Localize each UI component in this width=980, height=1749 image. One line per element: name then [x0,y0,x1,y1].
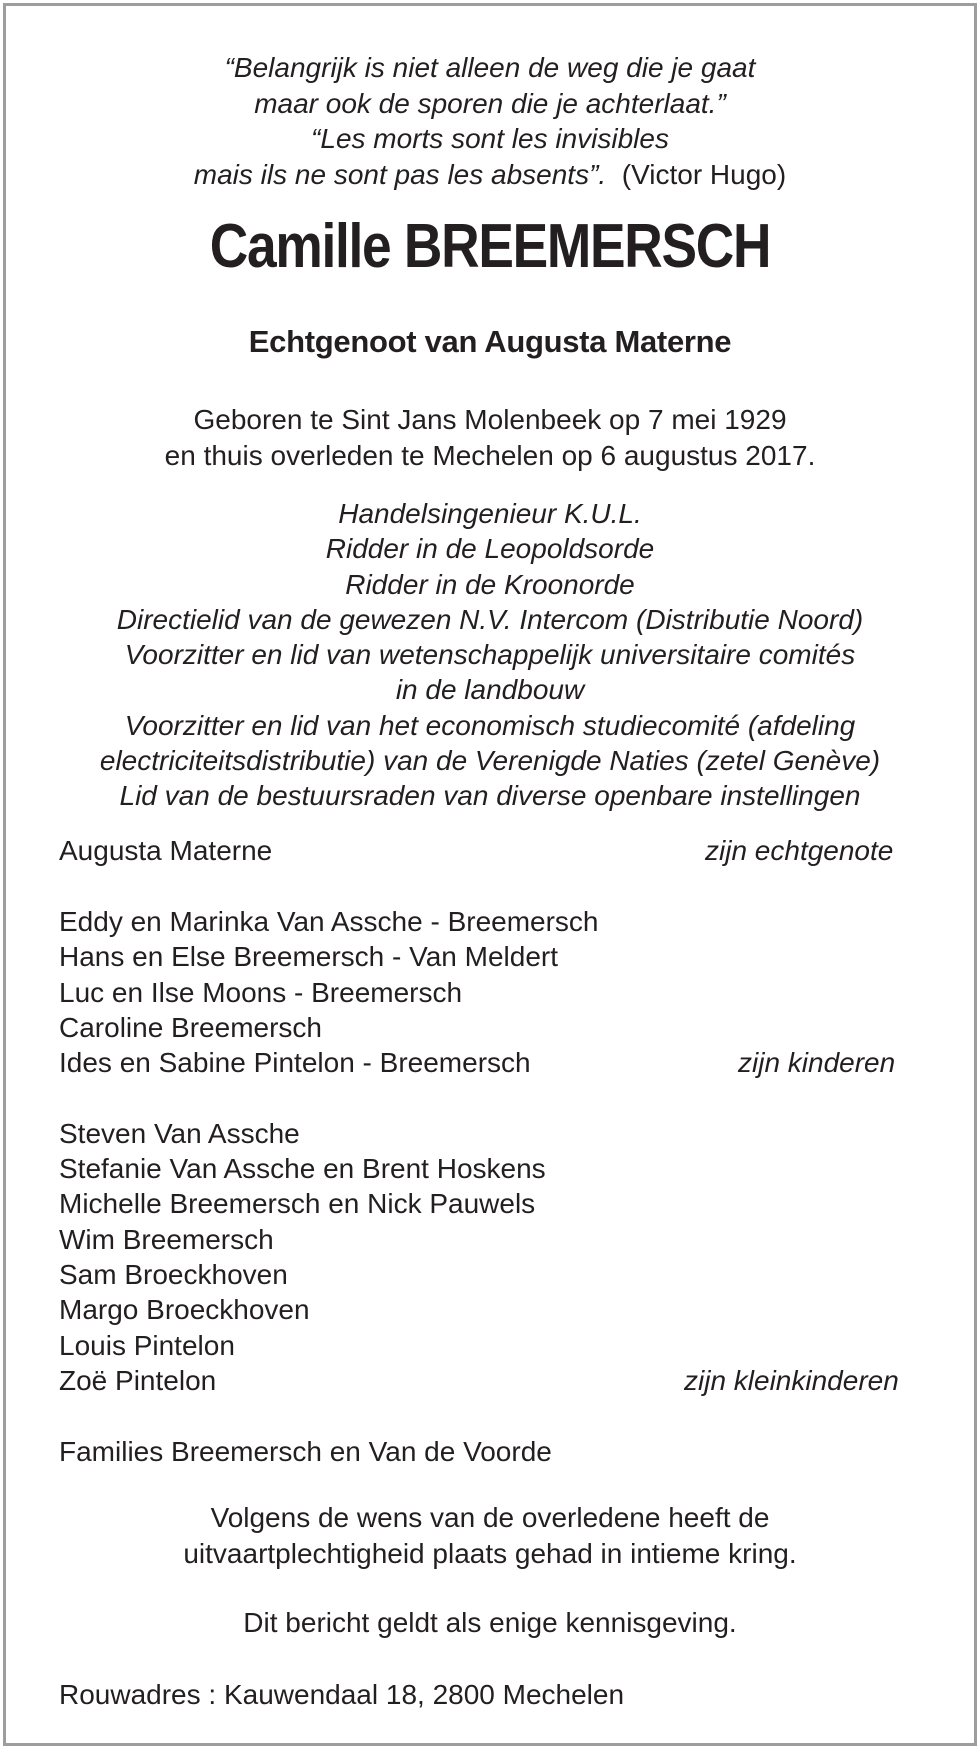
family-name: Luc en Ilse Moons - Breemersch [59,977,463,1008]
deceased-name: Camille BREEMERSCH [209,212,771,281]
notice-text: Dit bericht geldt als enige kennisgeving. [243,1607,737,1638]
family-name: Ides en Sabine Pintelon - Breemersch [59,1047,531,1078]
title-line: Handelsingenieur K.U.L. [338,498,642,529]
quote-line: mais ils ne sont pas les absents”. [193,158,607,190]
families-line: Families Breemersch en Van de Voorde [59,1436,552,1467]
relation-label-children: zijn kinderen [738,1047,896,1078]
opening-quote [0,50,980,192]
title-line: Lid van de bestuursraden van diverse openbare instellingen [119,780,861,812]
titles-list [0,496,980,814]
family-name: Margo Broeckhoven [59,1294,310,1325]
closing-text [0,1500,980,1571]
quote-line: “Belangrijk is niet alleen de weg die je gaat [224,52,756,83]
mourning-address: Rouwadres : Kauwendaal 18, 2800 Mechelen [59,1679,625,1710]
family-name: Louis Pintelon [59,1330,235,1361]
quote-author: (Victor Hugo) [621,158,787,190]
quote-line-with-author [0,157,980,193]
closing-line: uitvaartplechtigheid plaats gehad in intieme kring. [183,1537,797,1569]
family-name: Augusta Materne [59,835,273,866]
title-line: Voorzitter en lid van wetenschappelijk universitaire comités [124,639,856,671]
quote-line: maar ook de sporen die je achterlaat.” [254,87,726,119]
family-name: Hans en Else Breemersch - Van Meldert [59,941,559,972]
family-name: Wim Breemersch [59,1224,274,1255]
relation-label-grandchildren: zijn kleinkinderen [684,1365,899,1396]
birth-death-info [0,402,980,473]
title-line: Ridder in de Kroonorde [345,568,635,600]
birth-line: Geboren te Sint Jans Molenbeek op 7 mei 1929 [193,404,787,435]
family-name: Michelle Breemersch en Nick Pauwels [59,1188,536,1219]
family-name: Steven Van Assche [59,1118,300,1149]
family-name: Zoë Pintelon [59,1365,217,1396]
relation-label-spouse: zijn echtgenote [705,835,894,866]
family-name: Eddy en Marinka Van Assche - Breemersch [59,906,599,937]
family-name: Sam Broeckhoven [59,1259,288,1290]
death-line: en thuis overleden te Mechelen op 6 augustus 2017. [164,439,816,471]
title-line: Ridder in de Leopoldsorde [325,533,655,565]
title-line: in de landbouw [395,674,585,706]
family-name: Caroline Breemersch [59,1012,322,1043]
title-line: Directielid van de gewezen N.V. Intercom (Distributie Noord) [116,603,864,635]
quote-line: “Les morts sont les invisibles [311,123,669,154]
closing-line: Volgens de wens van de overledene heeft de [210,1502,770,1533]
title-line: Voorzitter en lid van het economisch studiecomité (afdeling [124,709,856,741]
title-line: electriciteitsdistributie) van de Verenigde Naties (zetel Genève) [99,745,881,777]
family-name: Stefanie Van Assche en Brent Hoskens [59,1153,546,1184]
spouse-line: Echtgenoot van Augusta Materne [248,324,732,359]
